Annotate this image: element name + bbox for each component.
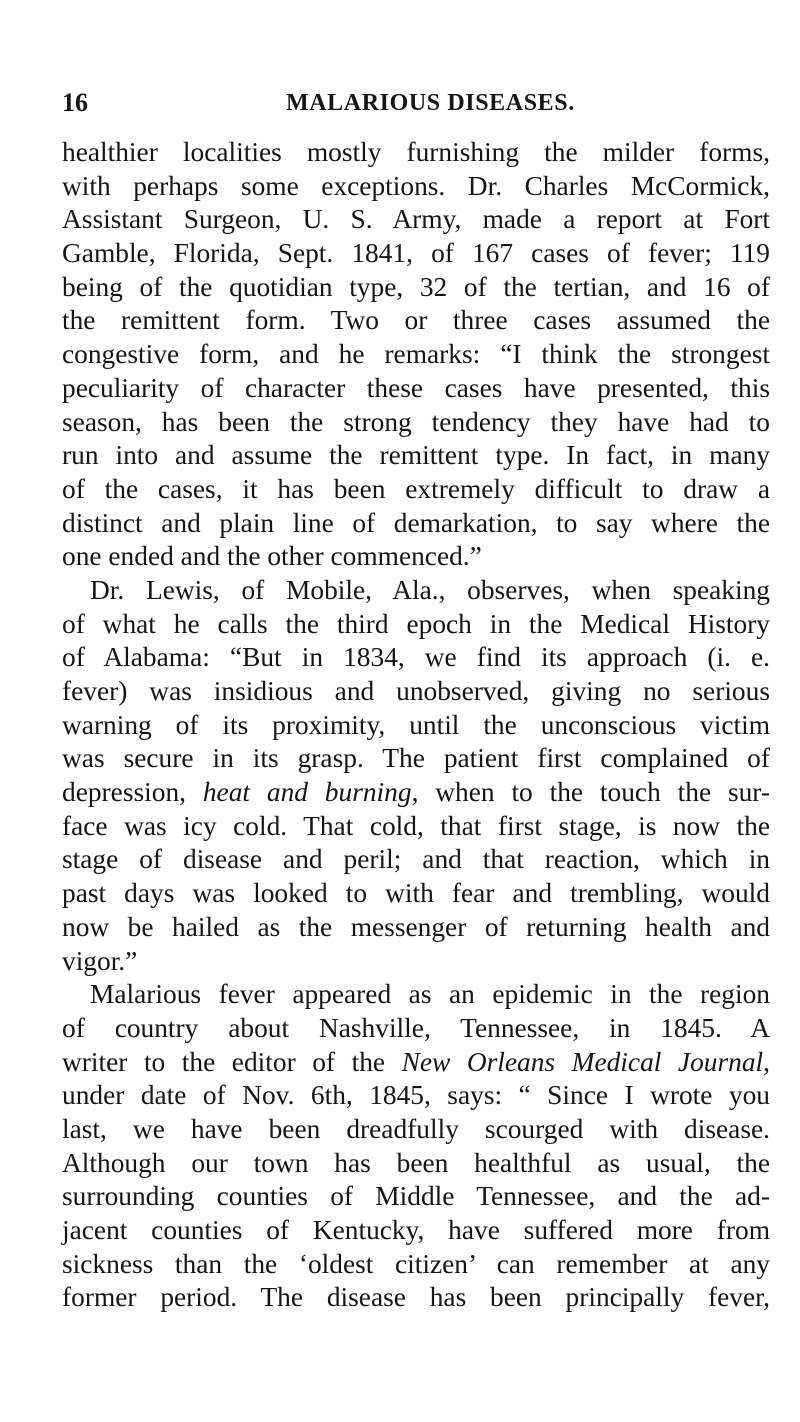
text-line: now be hailed as the messenger of returning health and — [62, 911, 770, 942]
text-segment: depression, — [62, 777, 203, 808]
text-line: of the cases, it has been extremely difficult to draw a — [62, 473, 770, 504]
text-line: of country about Nashville, Tennessee, in 1845. A — [62, 1012, 770, 1043]
text-line: last, we have been dreadfully scourged with disease. — [62, 1113, 770, 1144]
text-line: being of the quotidian type, 32 of the tertian, and 16 of — [62, 271, 770, 302]
text-line: jacent counties of Kentucky, have suffered more from — [62, 1215, 770, 1245]
text-line: healthier localities mostly furnishing the milder forms, — [62, 137, 770, 167]
text-segment: , — [763, 1046, 770, 1077]
text-line: stage of disease and peril; and that reaction, which in — [62, 844, 770, 875]
italic-phrase: heat and burning — [202, 777, 412, 808]
text-segment: , when to the touch the sur- — [411, 777, 770, 808]
text-line: under date of Nov. 6th, 1845, says: “ Since I wrote you — [62, 1080, 770, 1111]
text-line: former period. The disease has been principally fever, — [62, 1282, 770, 1313]
running-head — [62, 86, 762, 120]
text-line: sickness than the ‘oldest citizen’ can remember at any — [62, 1248, 770, 1279]
text-line: Dr. Lewis, of Mobile, Ala., observes, when speaking — [90, 574, 770, 605]
text-line: congestive form, and he remarks: “I think the strongest — [62, 339, 770, 370]
text-line: season, has been the strong tendency they have had to — [62, 406, 770, 437]
text-line — [62, 776, 770, 810]
italic-phrase: New Orleans Medical Journal — [401, 1046, 764, 1077]
text-line: one ended and the other commenced.” — [62, 541, 482, 572]
text-line: distinct and plain line of demarkation, to say where the — [62, 507, 770, 538]
text-line: Gamble, Florida, Sept. 1841, of 167 cases of fever; 119 — [62, 238, 770, 269]
page-number: 16 — [62, 88, 88, 117]
text-line: warning of its proximity, until the unconscious victim — [62, 709, 770, 740]
text-line: Although our town has been healthful as usual, the — [62, 1147, 770, 1178]
body-text — [62, 136, 770, 1315]
running-title: MALARIOUS DISEASES. — [286, 90, 575, 116]
text-line: was secure in its grasp. The patient first complained of — [62, 743, 770, 774]
text-line: face was icy cold. That cold, that first stage, is now the — [62, 810, 770, 841]
text-line: the remittent form. Two or three cases assumed the — [62, 305, 770, 336]
text-line: Assistant Surgeon, U. S. Army, made a report at Fort — [62, 204, 770, 235]
text-line: surrounding counties of Middle Tennessee, and the ad- — [62, 1181, 770, 1212]
text-line: peculiarity of character these cases have presented, this — [62, 372, 770, 403]
text-line: vigor.” — [62, 945, 138, 976]
text-line: past days was looked to with fear and trembling, would — [62, 878, 770, 909]
text-line: of Alabama: “But in 1834, we find its approach (i. e. — [62, 642, 770, 673]
text-line: of what he calls the third epoch in the Medical History — [62, 608, 770, 639]
text-segment: writer to the editor of the — [62, 1046, 402, 1077]
text-line: with perhaps some exceptions. Dr. Charles McCormick, — [62, 170, 770, 201]
text-line: run into and assume the remittent type. In fact, in many — [62, 440, 770, 471]
text-line — [62, 1046, 770, 1080]
text-line: fever) was insidious and unobserved, giving no serious — [62, 676, 770, 706]
text-line: Malarious fever appeared as an epidemic in the region — [90, 979, 770, 1010]
